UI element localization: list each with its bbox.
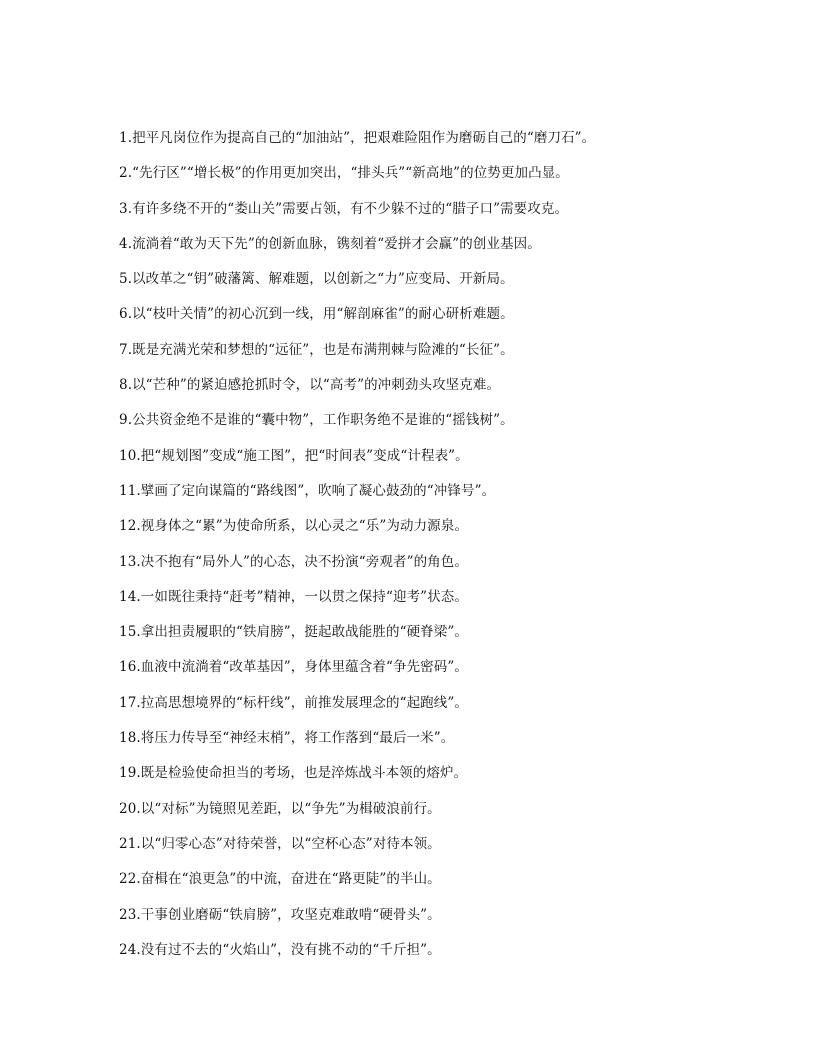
list-item: 7.既是充满光荣和梦想的“远征”，也是布满荆棘与险滩的“长征”。 — [119, 341, 514, 358]
sentence-list — [119, 127, 779, 974]
list-item: 4.流淌着“敢为天下先”的创新血脉，镌刻着“爱拼才会赢”的创业基因。 — [119, 235, 541, 252]
list-item: 8.以“芒种”的紧迫感抢抓时令，以“高考”的冲刺劲头攻坚克难。 — [119, 377, 501, 394]
list-item: 15.拿出担责履职的“铁肩膀”，挺起敢战能胜的“硬脊梁”。 — [119, 624, 468, 641]
list-item: 5.以改革之“钥”破藩篱、解难题，以创新之“力”应变局、开新局。 — [119, 271, 514, 288]
list-item: 16.血液中流淌着“改革基因”，身体里蕴含着“争先密码”。 — [119, 659, 468, 676]
list-item: 23.干事创业磨砺“铁肩膀”，攻坚克难敢啃“硬骨头”。 — [119, 906, 441, 923]
list-item: 22.奋楫在“浪更急”的中流，奋进在“路更陡”的半山。 — [119, 871, 441, 888]
list-item: 9.公共资金绝不是谁的“囊中物”，工作职务绝不是谁的“摇钱树”。 — [119, 412, 514, 429]
list-item: 13.决不抱有“局外人”的心态，决不扮演“旁观者”的角色。 — [119, 553, 468, 570]
list-item: 18.将压力传导至“神经末梢”，将工作落到“最后一米”。 — [119, 730, 455, 747]
list-item: 17.拉高思想境界的“标杆线”，前推发展理念的“起跑线”。 — [119, 694, 468, 711]
list-item: 12.视身体之“累”为使命所系，以心灵之“乐”为动力源泉。 — [119, 518, 468, 535]
list-item: 3.有许多绕不开的“娄山关”需要占领，有不少躲不过的“腊子口”需要攻克。 — [119, 200, 569, 217]
list-item: 24.没有过不去的“火焰山”，没有挑不动的“千斤担”。 — [119, 941, 441, 958]
list-item: 6.以“枝叶关情”的初心沉到一线，用“解剖麻雀”的耐心研析难题。 — [119, 306, 514, 323]
list-item: 11.擘画了定向谋篇的“路线图”，吹响了凝心鼓劲的“冲锋号”。 — [119, 482, 496, 499]
list-item: 19.既是检验使命担当的考场，也是淬炼战斗本领的熔炉。 — [119, 765, 468, 782]
list-item: 20.以“对标”为镜照见差距，以“争先”为楫破浪前行。 — [119, 800, 441, 817]
list-item: 14.一如既往秉持“赶考”精神，一以贯之保持“迎考”状态。 — [119, 588, 468, 605]
list-item: 2.“先行区”“增长极”的作用更加突出，“排头兵”“新高地”的位势更加凸显。 — [119, 165, 569, 182]
list-item: 10.把“规划图”变成“施工图”，把“时间表”变成“计程表”。 — [119, 447, 469, 464]
list-item: 1.把平凡岗位作为提高自己的“加油站”，把艰难险阻作为磨砺自己的“磨刀石”。 — [119, 130, 596, 146]
list-item: 21.以“归零心态”对待荣誉，以“空杯心态”对待本领。 — [119, 835, 441, 852]
